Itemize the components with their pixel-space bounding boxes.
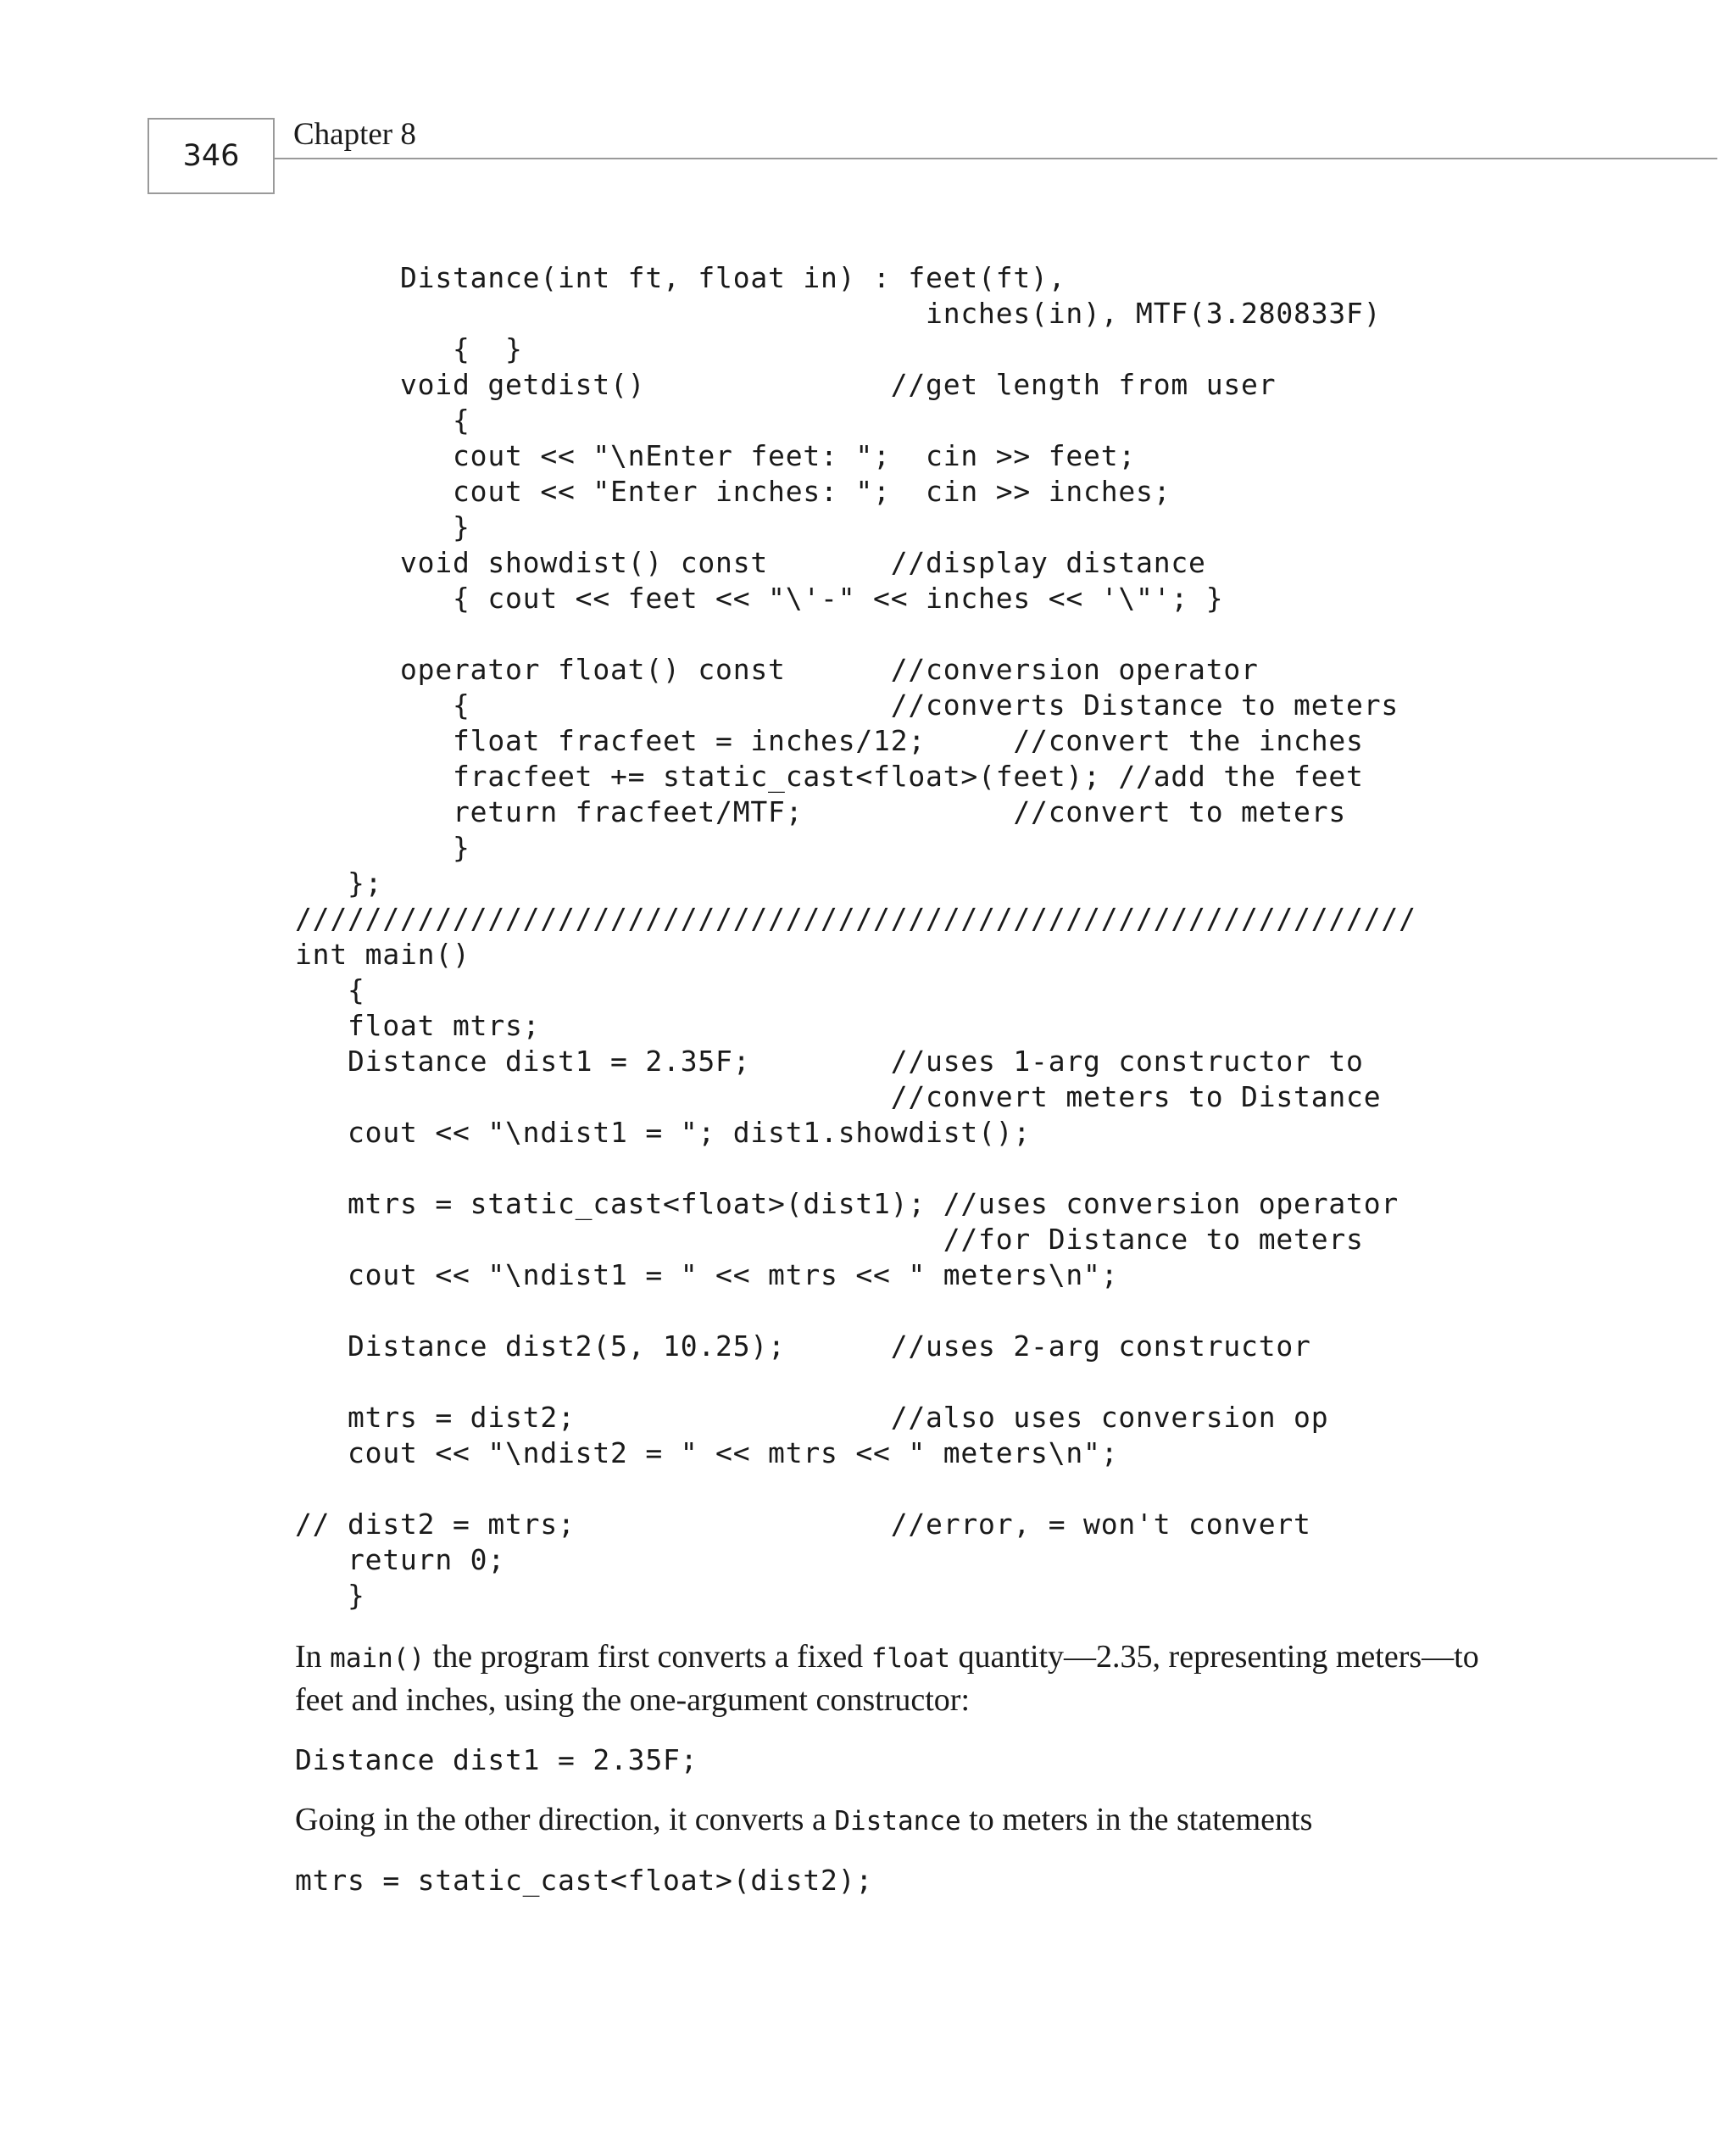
code-listing: Distance(int ft, float in) : feet(ft), inches(in), MTF(3.280833F) { } void getdist() //get length from user { cout << "\nEnter feet: "; cin >> feet; cout << "Enter inches: "; cin >> inches; } void showdist() const //display distance { cout << feet << "\'-" << inches << '\"'; } operator float() const //conversion operator { //converts Distance to meters float fracfeet = inches/12; //convert the inches fracfeet += static_cast<float>(feet); //add the feet return fracfeet/MTF; //convert to meters } }; //////////////////////////////////////////////////////////////// int main() { float mtrs; Distance dist1 = 2.35F; //uses 1-arg constructor to //convert meters to Distance cout << "\ndist1 = "; dist1.showdist(); mtrs = static_cast<float>(dist1); //uses conversion operator //for Distance to meters cout << "\ndist1 = " << mtrs << " meters\n"; Distance dist2(5, 10.25); //uses 2-arg constructor mtrs = dist2; //also uses conversion op cout << "\ndist2 = " << mtrs << " meters\n"; // dist2 = mtrs; //error, = won't convert return 0; } xyxy=(295,261,1416,1612)
code-snippet-2: mtrs = static_cast<float>(dist2); xyxy=(295,1864,874,1897)
para-2-text-a: Going in the other direction, it converts a xyxy=(295,1802,835,1837)
para-1-text-a: In xyxy=(295,1639,331,1675)
para-2-text-b: to meters in the statements xyxy=(960,1802,1313,1837)
para-1-text-b: the program first converts a fixed xyxy=(425,1639,871,1675)
chapter-title: Chapter 8 xyxy=(293,117,416,152)
body-paragraph-1 xyxy=(295,1636,1499,1721)
header-rule xyxy=(273,158,1717,159)
inline-code-float: float xyxy=(871,1643,951,1674)
para-1-text-c: quantity—2.35, representing meters—to feet and inches, using the one-argument constructor: xyxy=(295,1639,1479,1718)
body-paragraph-2 xyxy=(295,1799,1499,1842)
code-snippet-1: Distance dist1 = 2.35F; xyxy=(295,1743,698,1776)
page-number xyxy=(147,118,275,194)
page-number-text: 346 xyxy=(182,139,240,173)
inline-code-main: main() xyxy=(330,1643,426,1674)
inline-code-distance: Distance xyxy=(834,1806,961,1837)
